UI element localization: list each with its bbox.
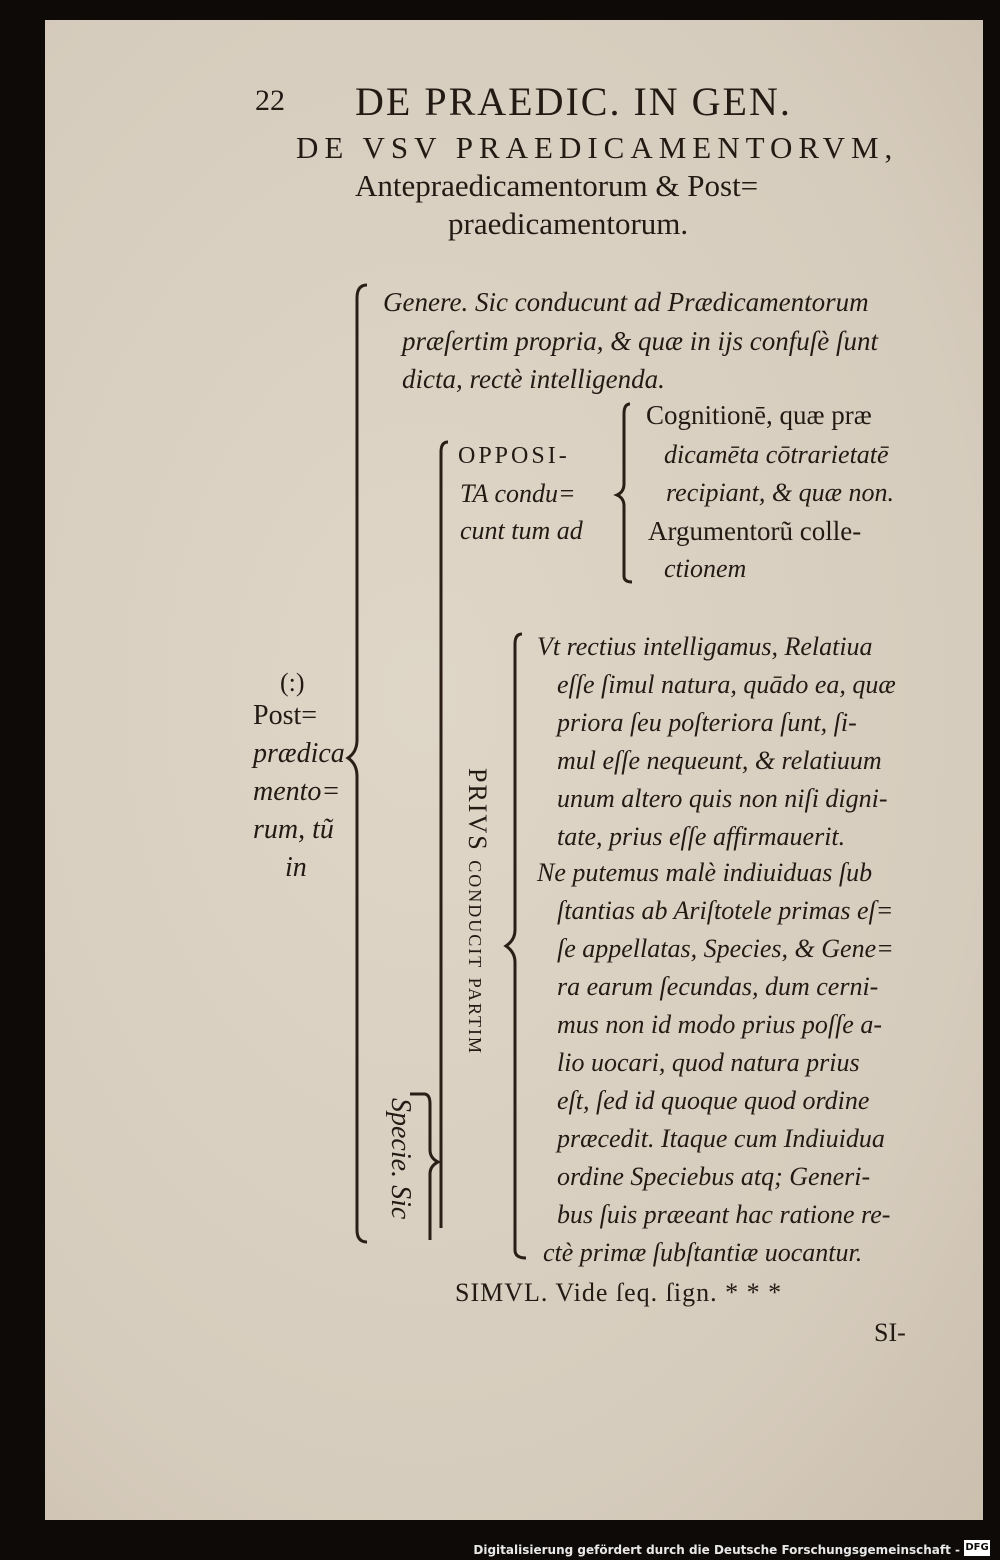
opposita-sub-3: recipiant, & quæ non. — [666, 478, 894, 507]
prius-para1-line-6: tate, prius eſſe affirmauerit. — [557, 822, 846, 851]
left-label-2: prædica — [253, 738, 345, 769]
prius-para1-line-2: eſſe ſimul natura, quādo ea, quæ — [557, 670, 896, 699]
section-heading: DE VSV PRAEDICAMENTORVM, — [296, 130, 899, 165]
prius-para2-line-8: præcedit. Itaque cum Indiuidua — [557, 1124, 885, 1153]
outer-bracket — [345, 280, 375, 1250]
prius-para1-line-5: unum altero quis non niſi digni- — [557, 784, 888, 813]
opposita-line-3: cunt tum ad — [460, 516, 583, 545]
section-heading-line3: praedicamentorum. — [448, 206, 689, 241]
left-mark: (:) — [280, 668, 305, 697]
opposita-sub-2: dicamēta cōtrarietatē — [664, 440, 889, 469]
specie-vertical-label: Specie. Sic — [385, 1098, 416, 1220]
prius-bracket — [498, 630, 538, 1270]
opposita-line-1: OPPOSI- — [458, 443, 570, 469]
opposita-sub-4: Argumentorũ colle- — [648, 516, 862, 546]
prius-para2-line-10: bus ſuis præeant hac ratione re- — [557, 1200, 891, 1229]
prius-para2-line-7: eſt, ſed id quoque quod ordine — [557, 1086, 870, 1115]
left-label-5: in — [285, 852, 307, 883]
prius-para2-line-6: lio uocari, quod natura prius — [557, 1048, 860, 1077]
prius-para2-line-11: ctè primæ ſubſtantiæ uocantur. — [543, 1238, 863, 1267]
prius-para2-line-4: ra earum ſecundas, dum cerni- — [557, 972, 879, 1001]
running-title: DE PRAEDIC. IN GEN. — [355, 79, 792, 124]
genere-line-1: Genere. Sic conducunt ad Prædicamentorum — [383, 287, 869, 317]
prius-vertical-label: PRIVS conducit partim — [463, 768, 492, 1055]
left-label-3: mento= — [253, 776, 341, 807]
page-number: 22 — [255, 84, 285, 117]
genere-line-2: præſertim propria, & quæ in ijs confuſè ſunt — [402, 326, 879, 356]
footer-credit: Digitalisierung gefördert durch die Deutsche Forschungsgemeinschaft - — [473, 1543, 960, 1557]
prius-para2-line-2: ſtantias ab Ariſtotele primas eſ= — [557, 896, 894, 925]
left-label-1: Post= — [253, 700, 318, 731]
prius-para1-line-1: Vt rectius intelligamus, Relatiua — [537, 632, 873, 661]
prius-para1-line-3: priora ſeu poſteriora ſunt, ſi- — [557, 708, 857, 737]
opposita-line-2: TA condu= — [460, 479, 576, 508]
prius-para1-line-4: mul eſſe nequeunt, & relatiuum — [557, 746, 882, 775]
prius-para2-line-3: ſe appellatas, Species, & Gene= — [557, 934, 894, 963]
opposita-sub-1: Cognitionē, quæ præ — [646, 400, 872, 430]
opposita-sub-bracket — [612, 400, 642, 590]
dfg-logo: DFG — [964, 1540, 990, 1556]
genere-line-3: dicta, rectè intelligenda. — [402, 364, 665, 394]
prius-para2-line-5: mus non id modo prius poſſe a- — [557, 1010, 882, 1039]
section-heading-line2: Antepraedicamentorum & Post= — [355, 168, 759, 203]
prius-para2-line-9: ordine Speciebus atq; Generi- — [557, 1162, 871, 1191]
prius-para2-line-1: Ne putemus malè indiuiduas ſub — [537, 858, 873, 887]
opposita-sub-5: ctionem — [664, 554, 747, 583]
catchword: SI- — [874, 1318, 906, 1347]
left-label-4: rum, tũ — [253, 814, 334, 845]
simul-line: SIMVL. Vide ſeq. ſign. * * * — [455, 1278, 783, 1307]
